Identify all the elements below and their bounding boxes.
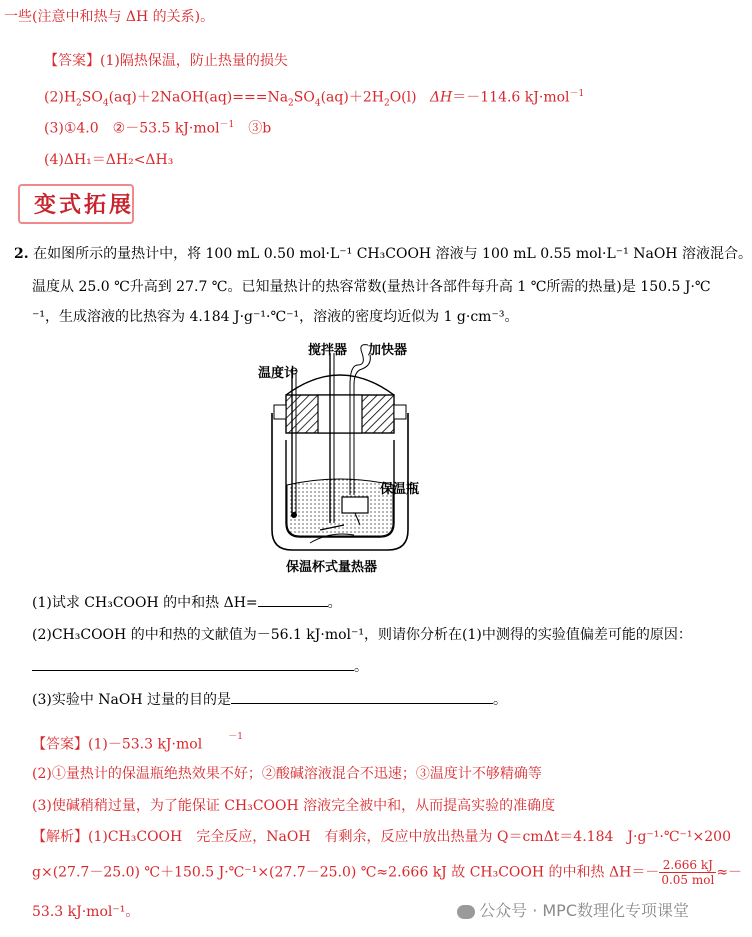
question-2-line-3: ⁻¹，生成溶液的比热容为 4.184 J·g⁻¹·℃⁻¹，溶液的密度均近似为 1 g·cm⁻³。 bbox=[32, 309, 519, 325]
explanation-text: g×(27.7－25.0) ℃＋150.5 J·℃⁻¹×(27.7－25.0) ℃≈2.666 kJ 故 CH₃COOH 的中和热 ΔH＝－ bbox=[32, 864, 660, 881]
eq-seg: ＝－114.6 kJ·mol bbox=[452, 89, 570, 106]
sub-question-2: (2)CH₃COOH 的中和热的文献值为－56.1 kJ·mol⁻¹，则请你分析在(1)中测得的实验值偏差可能的原因： bbox=[32, 627, 692, 643]
sub-q-text: (3)实验中 NaOH 过量的目的是 bbox=[32, 692, 232, 708]
answer-part-4: (4)ΔH₁＝ΔH₂<ΔH₃ bbox=[44, 152, 174, 168]
sub-q-text: (1)试求 CH₃COOH 的中和热 ΔH= bbox=[32, 595, 258, 611]
ans3-seg: (3)①4.0 ②－53.5 kJ·mol bbox=[44, 120, 220, 137]
watermark-text: 公众号 · MPC数理化专项课堂 bbox=[479, 901, 689, 920]
eq-seg: (aq)＋2NaOH(aq)===Na bbox=[108, 89, 289, 106]
answer-2-line-2: (2)①量热计的保温瓶绝热效果不好；②酸碱溶液混合不迅速；③温度计不够精确等 bbox=[32, 766, 542, 782]
sub-question-1 bbox=[32, 592, 342, 612]
sub-q-end: 。 bbox=[493, 692, 508, 708]
explanation-line-3: 53.3 kJ·mol⁻¹。 bbox=[32, 904, 140, 920]
heater-box bbox=[342, 497, 368, 513]
question-2-line-2: 温度从 25.0 ℃升高到 27.7 ℃。已知量热计的热容常数(量热计各部件每升高 1 ℃所需的热量)是 150.5 J·℃ bbox=[32, 279, 711, 295]
answer-part-2: $(2)H_2SO_4(aq)+2NaOH(aq)===Na_2SO_4(aq)+2H_2O(l)$ ΔH＝－114.6 kJ·mol$^{-1}$ bbox=[44, 89, 585, 109]
question-text: 在如图所示的量热计中，将 100 mL 0.50 mol·L⁻¹ CH₃COOH 溶液与 100 mL 0.55 mol·L⁻¹ NaOH 溶液混合。 bbox=[33, 246, 752, 262]
answer-blank[interactable] bbox=[32, 670, 354, 671]
figure-caption: 保温杯式量热器 bbox=[286, 560, 378, 575]
answer-1 bbox=[44, 50, 288, 70]
answer-blank[interactable] bbox=[258, 606, 328, 607]
fraction bbox=[659, 858, 716, 887]
eq-seg: (2)H bbox=[44, 89, 77, 106]
explanation-line-1: 【解析】(1)CH₃COOH 完全反应，NaOH 有剩余，反应中放出热量为 Q＝cmΔt＝4.184 J·g⁻¹·℃⁻¹×200 bbox=[32, 829, 731, 845]
heater-label: 加快器 bbox=[368, 343, 408, 358]
section-banner bbox=[12, 180, 140, 226]
watermark bbox=[457, 898, 689, 921]
liquid bbox=[287, 479, 393, 536]
answer-tag: 【答案】 bbox=[32, 736, 88, 753]
flask-label: 保温瓶 bbox=[380, 482, 420, 497]
answer-tag: 【答案】 bbox=[44, 53, 100, 69]
intro-text: 一些(注意中和热与 ΔH 的关系)。 bbox=[4, 9, 215, 25]
explanation-line-2 bbox=[32, 858, 742, 887]
eq-seg: SO bbox=[293, 89, 315, 106]
explanation-text: ≈－ bbox=[716, 864, 743, 881]
answer-exponent: －1 bbox=[228, 732, 243, 742]
sub-question-2-blank-line bbox=[32, 656, 368, 676]
banner-title: 变式拓展 bbox=[34, 193, 135, 218]
answer-blank[interactable] bbox=[231, 703, 493, 704]
ans3-seg: ③b bbox=[234, 120, 272, 137]
sub-q-end: 。 bbox=[327, 595, 342, 611]
answer-part-1: (1)隔热保温，防止热量的损失 bbox=[100, 53, 288, 69]
sub-q-end: 。 bbox=[354, 659, 368, 675]
eq-seg: O(l) bbox=[389, 89, 417, 106]
delta-h: ΔH bbox=[429, 89, 453, 106]
answer-value: (1)－53.3 kJ·mol bbox=[88, 736, 203, 753]
eq-seg: SO bbox=[81, 89, 103, 106]
fraction-numerator: 2.666 kJ bbox=[659, 858, 716, 873]
stirrer-label: 搅拌器 bbox=[308, 343, 348, 358]
answer-part-3: (3)①4.0 ②－53.5 kJ·mol$^{-1}$ ③b bbox=[44, 120, 272, 137]
fraction-denominator: 0.05 mol bbox=[661, 873, 715, 887]
question-2-line-1 bbox=[14, 243, 752, 263]
answer-2-line-1 bbox=[32, 733, 243, 754]
eq-seg: (aq)＋2H bbox=[320, 89, 384, 106]
sub-question-3 bbox=[32, 689, 507, 709]
thermometer-label: 温度计 bbox=[258, 366, 298, 381]
wechat-icon bbox=[457, 905, 475, 919]
question-number: 2. bbox=[14, 246, 29, 262]
answer-2-line-3: (3)使碱稍稍过量，为了能保证 CH₃COOH 溶液完全被中和，从而提高实验的准确度 bbox=[32, 798, 556, 814]
